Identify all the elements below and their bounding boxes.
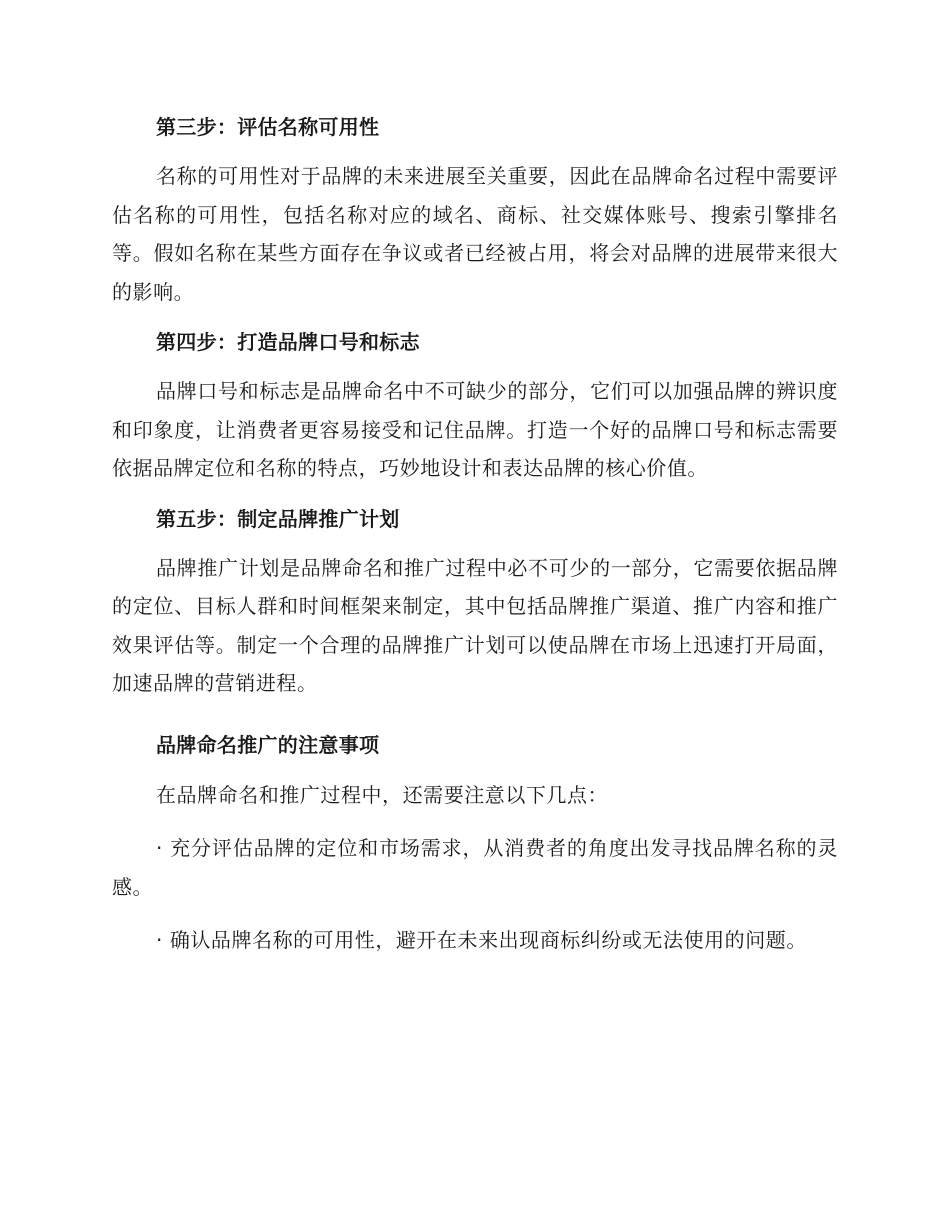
- section-paragraph-step-three: 名称的可用性对于品牌的未来进展至关重要，因此在品牌命名过程中需要评估名称的可用性，包括名称对应的域名、商标、社交媒体账号、搜索引擎排名等。假如名称在某些方面存在争议或者已经被占用，将会对品牌的进展带来很大的影响。: [112, 164, 838, 304]
- section-paragraph-notes: 在品牌命名和推广过程中，还需要注意以下几点：: [156, 782, 609, 807]
- bullet-item: · 充分评估品牌的定位和市场需求，从消费者的角度出发寻找品牌名称的灵感。: [112, 836, 838, 899]
- section-paragraph-step-four: 品牌口号和标志是品牌命名中不可缺少的部分，它们可以加强品牌的辨识度和印象度，让消费者更容易接受和记住品牌。打造一个好的品牌口号和标志需要依据品牌定位和名称的特点，巧妙地设计和表达品牌的核心价值。: [112, 379, 838, 480]
- section-heading-step-five: 第五步：制定品牌推广计划: [156, 506, 400, 531]
- section-heading-notes: 品牌命名推广的注意事项: [156, 732, 380, 757]
- section-heading-step-three: 第三步：评估名称可用性: [156, 115, 380, 139]
- section-heading-step-four: 第四步：打造品牌口号和标志: [156, 330, 420, 354]
- section-paragraph-step-five: 品牌推广计划是品牌命名和推广过程中必不可少的一部分，它需要依据品牌的定位、目标人群和时间框架来制定，其中包括品牌推广渠道、推广内容和推广效果评估等。制定一个合理的品牌推广计划可以使品牌在市场上迅速打开局面，加速品牌的营销进程。: [112, 555, 838, 695]
- bullet-item: · 确认品牌名称的可用性，避开在未来出现商标纠纷或无法使用的问题。: [156, 928, 807, 952]
